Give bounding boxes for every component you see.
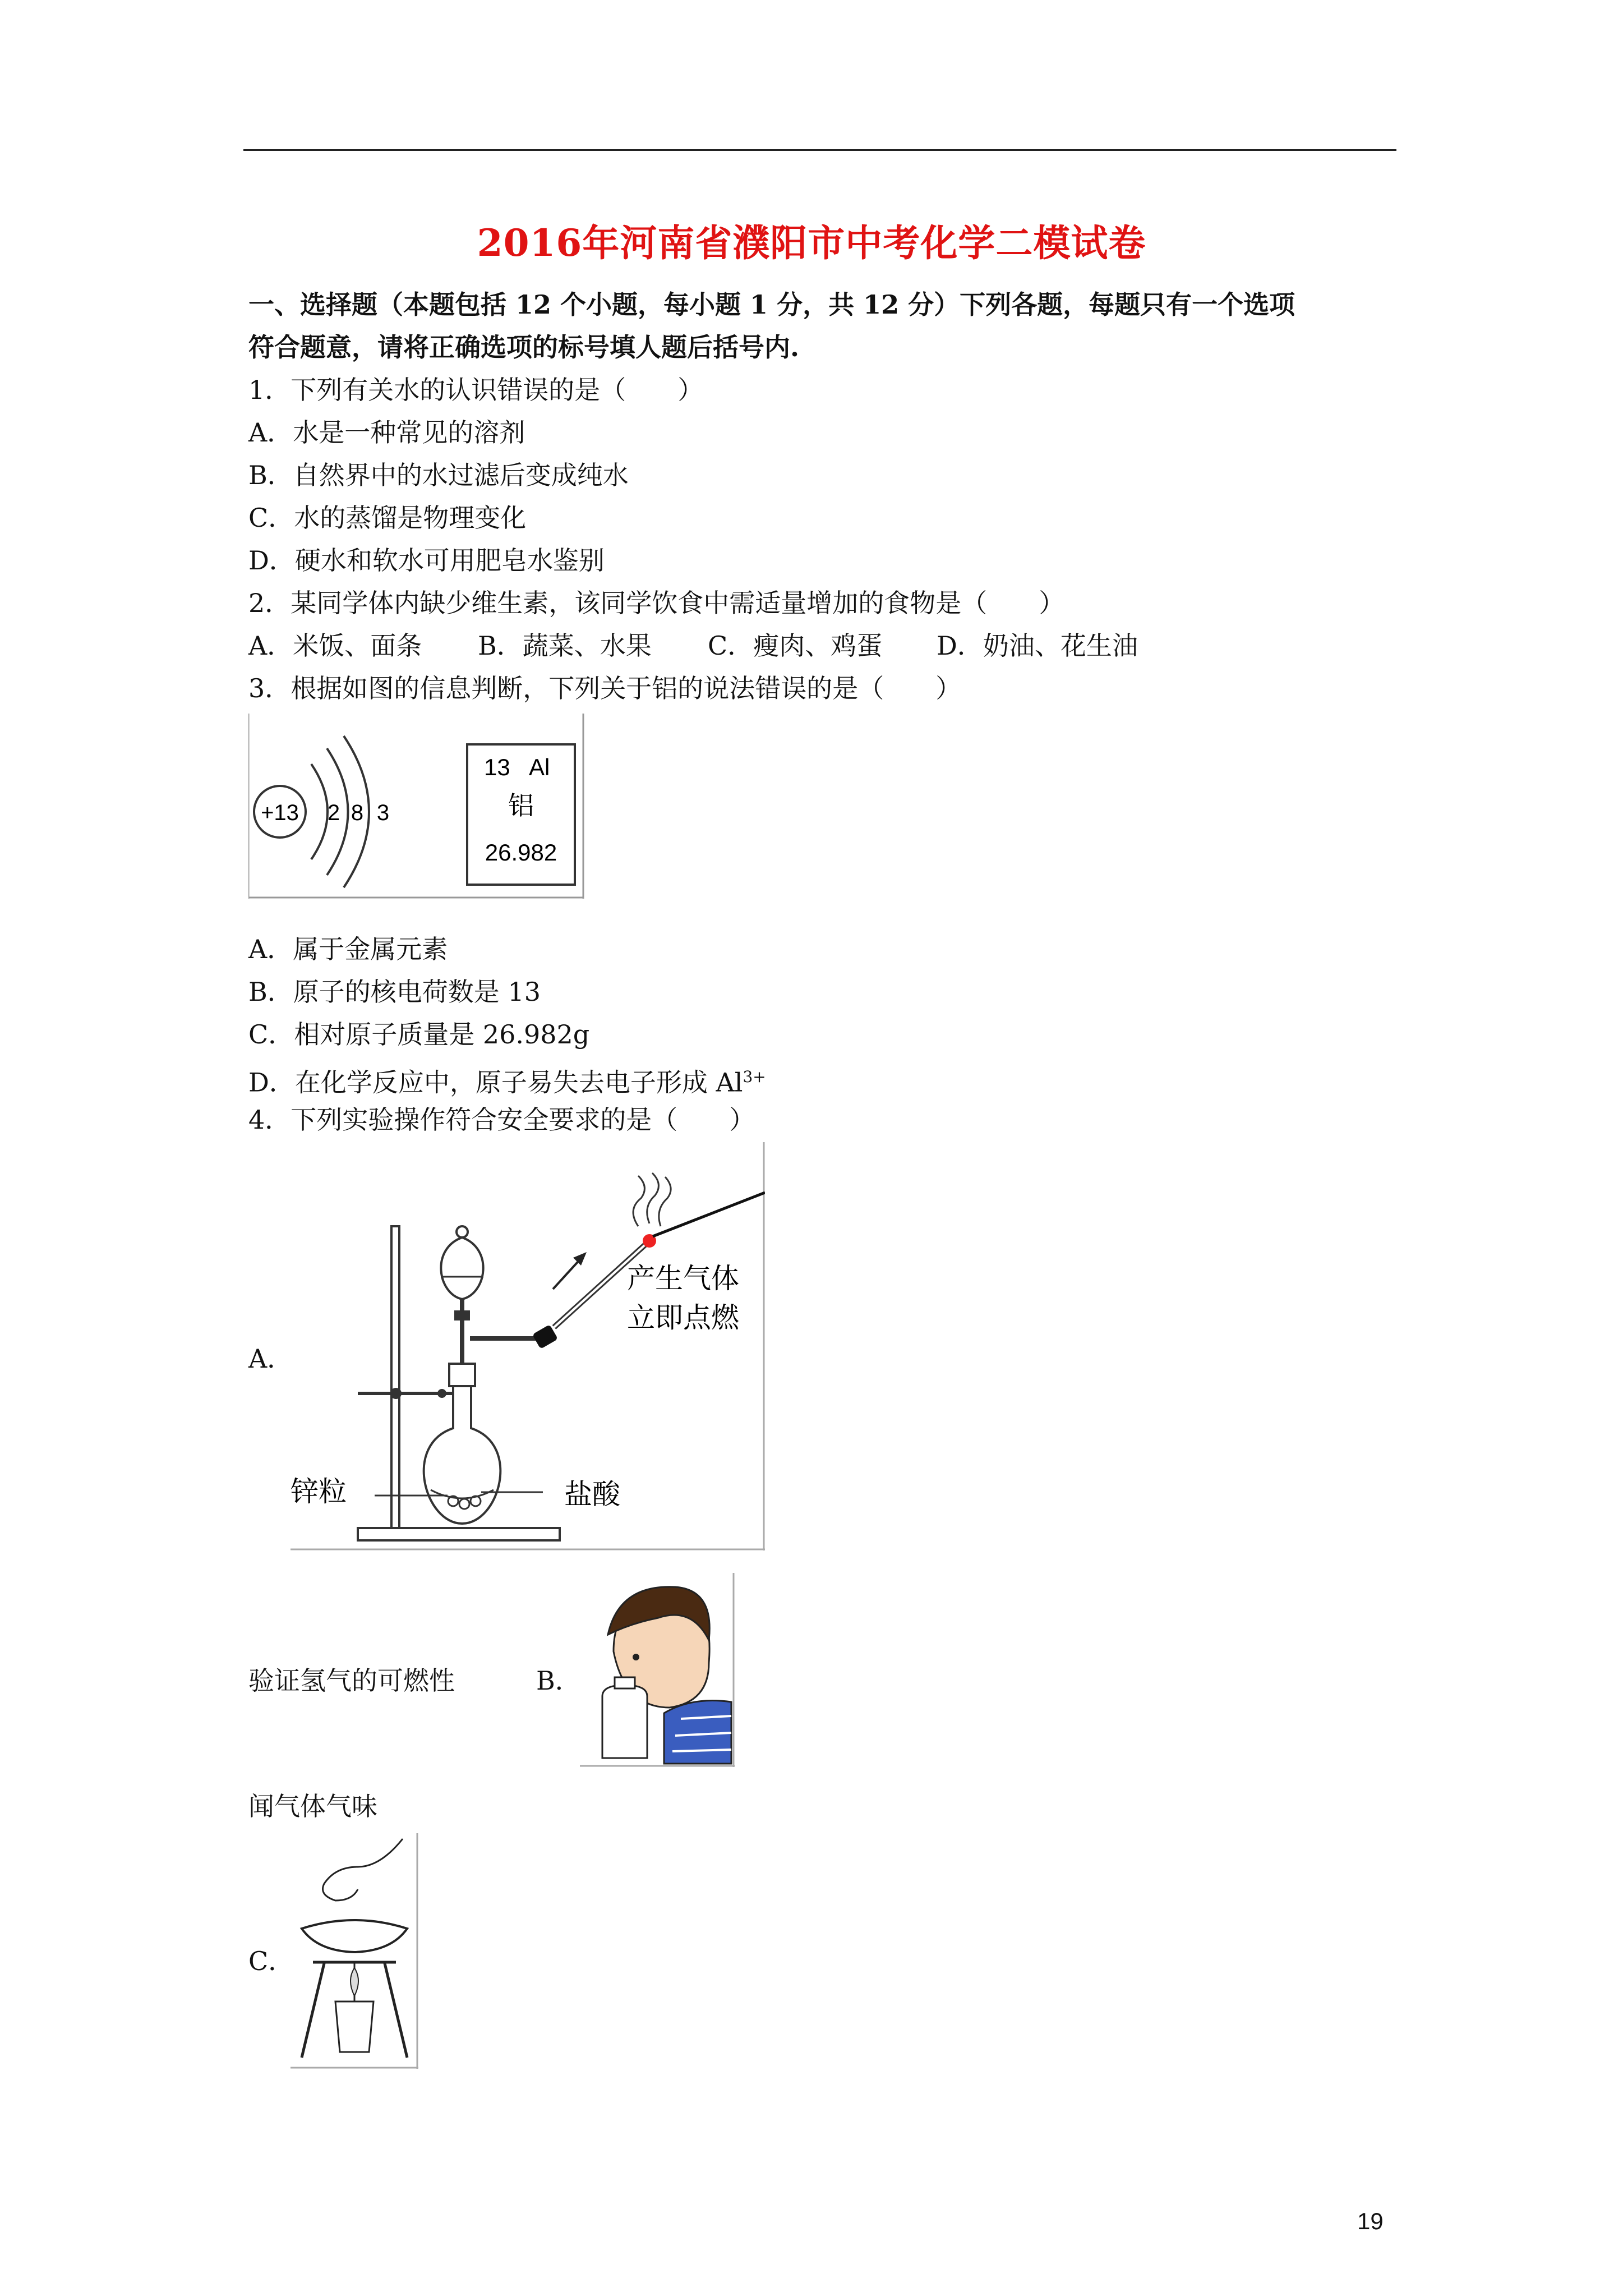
lighting-stick: [653, 1193, 765, 1236]
shell-count-1: 2: [327, 800, 340, 825]
page-title: 2016年河南省濮阳市中考化学二模试卷: [477, 221, 1146, 265]
rubber-tube: [532, 1324, 558, 1349]
evaporating-dish: [302, 1920, 407, 1952]
round-flask: [424, 1386, 501, 1524]
q1-option-a: A．水是一种常见的溶剂: [248, 417, 525, 448]
q3-option-d-text: D．在化学反应中，原子易失去电子形成 Al: [248, 1067, 743, 1098]
funnel-bulb: [441, 1237, 483, 1299]
tripod-leg-right: [385, 1963, 407, 2058]
shell-count-3: 3: [376, 800, 390, 825]
evaporating-dish-illustration: [291, 1833, 418, 2069]
q4-stem: 4．下列实验操作符合安全要求的是（ ）: [248, 1105, 755, 1135]
nucleus-label: +13: [261, 800, 299, 825]
q2-option-b: B．蔬菜、水果: [478, 631, 652, 661]
q3-option-d-superscript: 3+: [743, 1068, 766, 1086]
shell-arc-1: [311, 764, 328, 859]
q4-option-c-letter: C．: [248, 1946, 294, 1976]
element-name: 铝: [508, 791, 534, 820]
evaporating-dish-figure: [291, 1833, 418, 2069]
q4-option-b-letter: B．: [536, 1665, 581, 1696]
label-zinc: 锌粒: [291, 1476, 347, 1507]
smell-gas-illustration: [580, 1573, 735, 1767]
label-gas-produced: 产生气体: [627, 1263, 739, 1294]
label-hydrochloric-acid: 盐酸: [564, 1479, 620, 1510]
shirt: [664, 1701, 731, 1764]
stand-base: [358, 1528, 560, 1540]
label-ignite-immediately: 立即点燃: [627, 1302, 739, 1333]
q3-stem: 3．根据如图的信息判断，下列关于铝的说法错误的是（ ）: [248, 673, 962, 703]
q1-stem: 1．下列有关水的认识错误的是（ ）: [248, 375, 704, 405]
section-heading-line1: 一、选择题（本题包括 12 个小题，每小题 1 分，共 12 分）下列各题，每题只有一个选项: [248, 289, 1295, 320]
q1-option-b: B．自然界中的水过滤后变成纯水: [248, 460, 629, 490]
hydrogen-apparatus-diagram: [291, 1142, 765, 1550]
aluminum-atom-diagram: [248, 714, 585, 899]
q4-option-b-caption: 闻气体气味: [248, 1791, 377, 1821]
gas-bottle: [602, 1685, 647, 1758]
q2-stem: 2．某同学体内缺少维生素，该同学饮食中需适量增加的食物是（ ）: [248, 588, 1065, 618]
aluminum-figure: [248, 714, 585, 899]
stand-rod: [391, 1226, 399, 1529]
section-heading-line2: 符合题意，请将正确选项的标号填人题后括号内.: [248, 332, 800, 362]
alcohol-lamp: [335, 2001, 374, 2052]
q3-option-b: B．原子的核电荷数是 13: [248, 977, 541, 1007]
page-number: 19: [1357, 2208, 1384, 2234]
element-symbol: Al: [529, 754, 550, 780]
q3-option-a: A．属于金属元素: [248, 934, 448, 964]
clamp-knob: [390, 1388, 402, 1399]
q3-option-c: C．相对原子质量是 26.982g: [248, 1019, 590, 1050]
hand: [323, 1839, 403, 1901]
q4-option-a-letter: A．: [248, 1343, 293, 1374]
q1-option-d: D．硬水和软水可用肥皂水鉴别: [248, 545, 605, 576]
hydrogen-apparatus-figure: [291, 1142, 765, 1550]
tripod-leg-left: [302, 1963, 324, 2058]
q2-option-a: A．米饭、面条: [248, 631, 422, 661]
smell-gas-figure: [580, 1573, 735, 1767]
element-number: 13: [484, 754, 510, 780]
shell-count-2: 8: [351, 800, 364, 825]
atomic-mass: 26.982: [485, 839, 557, 866]
q4-option-a-caption: 验证氢气的可燃性: [248, 1665, 455, 1696]
q1-option-c: C．水的蒸馏是物理变化: [248, 503, 527, 533]
header-rule: [243, 149, 1396, 151]
q3-option-d: [248, 1060, 766, 1099]
q2-option-c: C．瘦肉、鸡蛋: [708, 631, 883, 661]
q2-option-d: D．奶油、花生油: [937, 631, 1138, 661]
